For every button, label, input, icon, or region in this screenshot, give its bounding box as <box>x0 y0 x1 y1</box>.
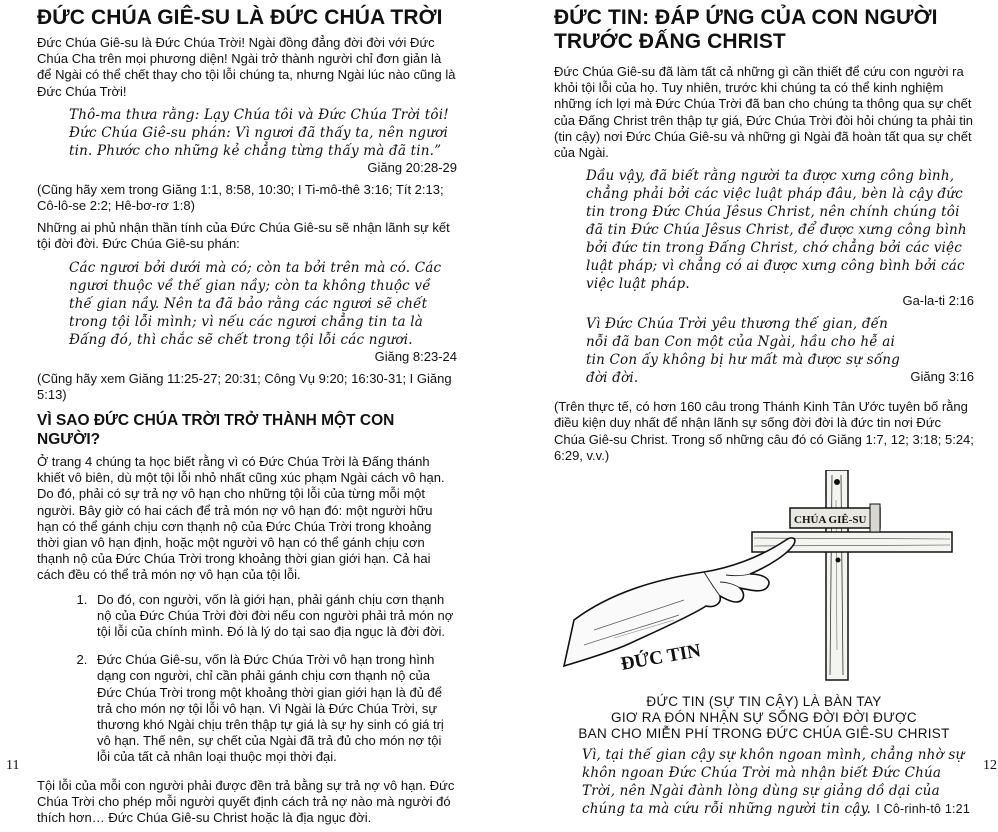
right-page <box>499 0 998 818</box>
caption-line-2: GIƠ RA ĐÓN NHẬN SỰ SỐNG ĐỜI ĐỜI ĐƯỢC <box>611 710 917 726</box>
right-column <box>554 6 974 818</box>
right-title: ĐỨC TIN: ĐÁP ỨNG CỦA CON NGƯỜI TRƯỚC ĐẤNG CHRIST <box>554 6 938 53</box>
left-paragraph-5: Ở trang 4 chúng ta học biết rằng vì có Đức Chúa Trời là Đấng thánh khiết vô biên, dù một tội lỗi nhỏ nhất cũng xúc phạm Ngài cách vô hạn. Do đó, phải có sự trả nợ vô hạn cho những tội lỗi của từng mỗi một người. Bây giờ có hai cách để trả món nợ vô hạn đó: một người hữu hạn có thể gánh chịu cơn thạnh nộ của Đức Chúa Trời trong khoảng thời gian vô hạn định, hoặc một người vô hạn có thể gánh chịu cơn thạnh nộ của Đức Chúa Trời trong khoảng thời gian giới hạn. Cả hai cách đều có thể trả món nợ vô hạn của tội lỗi. <box>37 454 445 583</box>
left-page <box>0 0 499 826</box>
list-item: 1. Do đó, con người, vốn là giới hạn, phải gánh chịu cơn thạnh nộ của Đức Chúa Trời đời đời nếu con người phải trả món nợ tội lỗi của chính mình. Đó là lý do tại sao địa ngục là đời đời. <box>91 592 457 641</box>
page-number-right: 12 <box>983 758 997 773</box>
left-numbered-list <box>37 592 457 766</box>
caption-line-3: BAN CHO MIỄN PHÍ TRONG ĐỨC CHÚA GIÊ-SU CHRIST <box>578 726 950 742</box>
left-paragraph-3: Những ai phủ nhận thần tính của Đức Chúa Giê-su sẽ nhận lãnh sự kết tội đời đời. Đức Chúa Giê-su phán: <box>37 220 450 252</box>
left-subtitle: VÌ SAO ĐỨC CHÚA TRỜI TRỞ THÀNH MỘT CON NGƯỜI? <box>37 412 395 449</box>
left-paragraph-2: (Cũng hãy xem trong Giăng 1:1, 8:58, 10:30; I Ti-mô-thê 3:16; Tít 2:13; Cô-lô-se 2:2; Hê-bơ-rơ 1:8) <box>37 181 444 214</box>
left-quote-1-ref: Giăng 20:28-29 <box>367 159 457 175</box>
faith-illustration <box>554 470 974 690</box>
right-paragraph-2: (Trên thực tế, có hơn 160 câu trong Thánh Kinh Tân Ước tuyên bố rằng điều kiện duy nhất để nhận lãnh sự sống đời đời là đức tin nơi Đức Chúa Giê-su Christ. Trong số những câu đó có Giăng 1:7, 12; 3:18; 5:24; 6:29, v.v.) <box>554 399 974 463</box>
left-paragraph-1: Đức Chúa Giê-su là Đức Chúa Trời! Ngài đồng đẳng đời đời với Đức Chúa Cha trên mọi phương diện! Ngài trở thành người chỉ đơn giản là để Ngài có thể chết thay cho tội lỗi chúng ta, nhưng Ngài lúc nào cũng là Đức Chúa Trời! <box>37 35 456 99</box>
left-quote-1: Thô-ma thưa rằng: Lạy Chúa tôi và Đức Chúa Trời tôi! Đức Chúa Giê-su phán: Vì ngươi đã thấy ta, nên ngươi tin. Phước cho những kẻ chẳng từng thấy mà đã tin.” <box>69 106 449 159</box>
right-quote-1: Dầu vậy, đã biết rằng người ta được xưng công bình, chẳng phải bởi các việc luật pháp đâu, bèn là cậy đức tin trong Đức Chúa Jêsus Christ, nên chính chúng tôi đã tin Đức Chúa Jêsus Christ, để được xưng công bình bởi đức tin trong Đấng Christ, chớ chẳng bởi các việc luật pháp; vì chẳng có ai được xưng công bình bởi các việc luật pháp. <box>586 168 967 293</box>
right-quote-3-text: Vì, tại thế gian cậy sự khôn ngoan mình, chẳng nhờ sự khôn ngoan Đức Chúa Trời mà nhận biết Đức Chúa Trời, nên Ngài đành lòng dùng sự giảng dồ dại của chúng ta mà cứu rỗi những người tin cậy. <box>582 747 965 818</box>
right-paragraph-1: Đức Chúa Giê-su đã làm tất cả những gì cần thiết để cứu con người ra khỏi tội lỗi của họ. Tuy nhiên, trước khi chúng ta có thể kinh nghiệm những ích lợi mà Đức Chúa Trời đã ban cho chúng ta thông qua sự chết của Đấng Christ trên thập tự giá, Đức Chúa Trời đòi hỏi chúng ta phải tin (tin cậy) nơi Đức Chúa Giê-su và những gì Ngài đã hoàn tất qua sự chết của Ngài. <box>554 64 974 161</box>
page-number-left: 11 <box>6 758 20 773</box>
right-quote-3 <box>554 746 974 818</box>
left-paragraph-6: Tội lỗi của mỗi con người phải được đền trả bằng sự trả nợ vô hạn. Đức Chúa Trời cho phép mỗi người quyết định cách trả nợ nào mà người đó thích hơn… Đức Chúa Giê-su Christ hoặc là địa ngục đời. <box>37 777 455 826</box>
left-paragraph-4: (Cũng hãy xem Giăng 11:25-27; 20:31; Công Vụ 9:20; 16:30-31; I Giăng 5:13) <box>37 370 452 402</box>
left-quote-2-ref: Giăng 8:23-24 <box>374 348 457 364</box>
right-quote-1-ref: Ga-la-ti 2:16 <box>902 293 974 309</box>
left-column <box>37 6 457 832</box>
sign-text: CHÚA GIÊ-SU <box>794 514 867 527</box>
cross-hand-illustration <box>554 470 974 690</box>
right-quote-2-ref: Giăng 3:16 <box>910 369 974 385</box>
cross-icon <box>752 470 952 680</box>
left-quote-2: Các ngươi bởi dưới mà có; còn ta bởi trên mà có. Các ngươi thuộc về thế gian nầy; còn ta không thuộc về thế gian nầy. Nên ta đã bảo rằng các ngươi sẽ chết trong tội lỗi mình; vì nếu các ngươi chẳng tin ta là Đấng đó, thì chắc sẽ chết trong tội lỗi các ngươi. <box>69 259 442 348</box>
caption-line-1: ĐỨC TIN (SỰ TIN CẬY) LÀ BÀN TAY <box>646 694 882 710</box>
hand-text: ĐỨC TIN <box>619 640 703 675</box>
left-title: ĐỨC CHÚA GIÊ-SU LÀ ĐỨC CHÚA TRỜI <box>37 6 443 29</box>
right-quote-3-ref: I Cô-rinh-tô 1:21 <box>876 802 970 817</box>
list-item: 2. Đức Chúa Giê-su, vốn là Đức Chúa Trời vô hạn trong hình dạng con người, chỉ cần phải gánh chịu cơn thạnh nộ của Đức Chúa Trời trong một khoảng thời gian giới hạn là đủ để trả cho món nợ tội lỗi vô hạn. Vì Ngài là Đức Chúa Trời, sự thương khó Ngài chịu trên thập tự giá là sự hy sinh có giá trị vô hạn. Thế nên, sự chết của Ngài đã trả đủ cho món nợ tội lỗi của tất cả nhân loại thuộc mọi thời đại. <box>91 652 457 765</box>
right-quote-2: Vì Đức Chúa Trời yêu thương thế gian, đến nỗi đã ban Con một của Ngài, hầu cho hễ ai tin Con ấy không bị hư mất mà được sự sống đời đời. <box>586 316 901 387</box>
